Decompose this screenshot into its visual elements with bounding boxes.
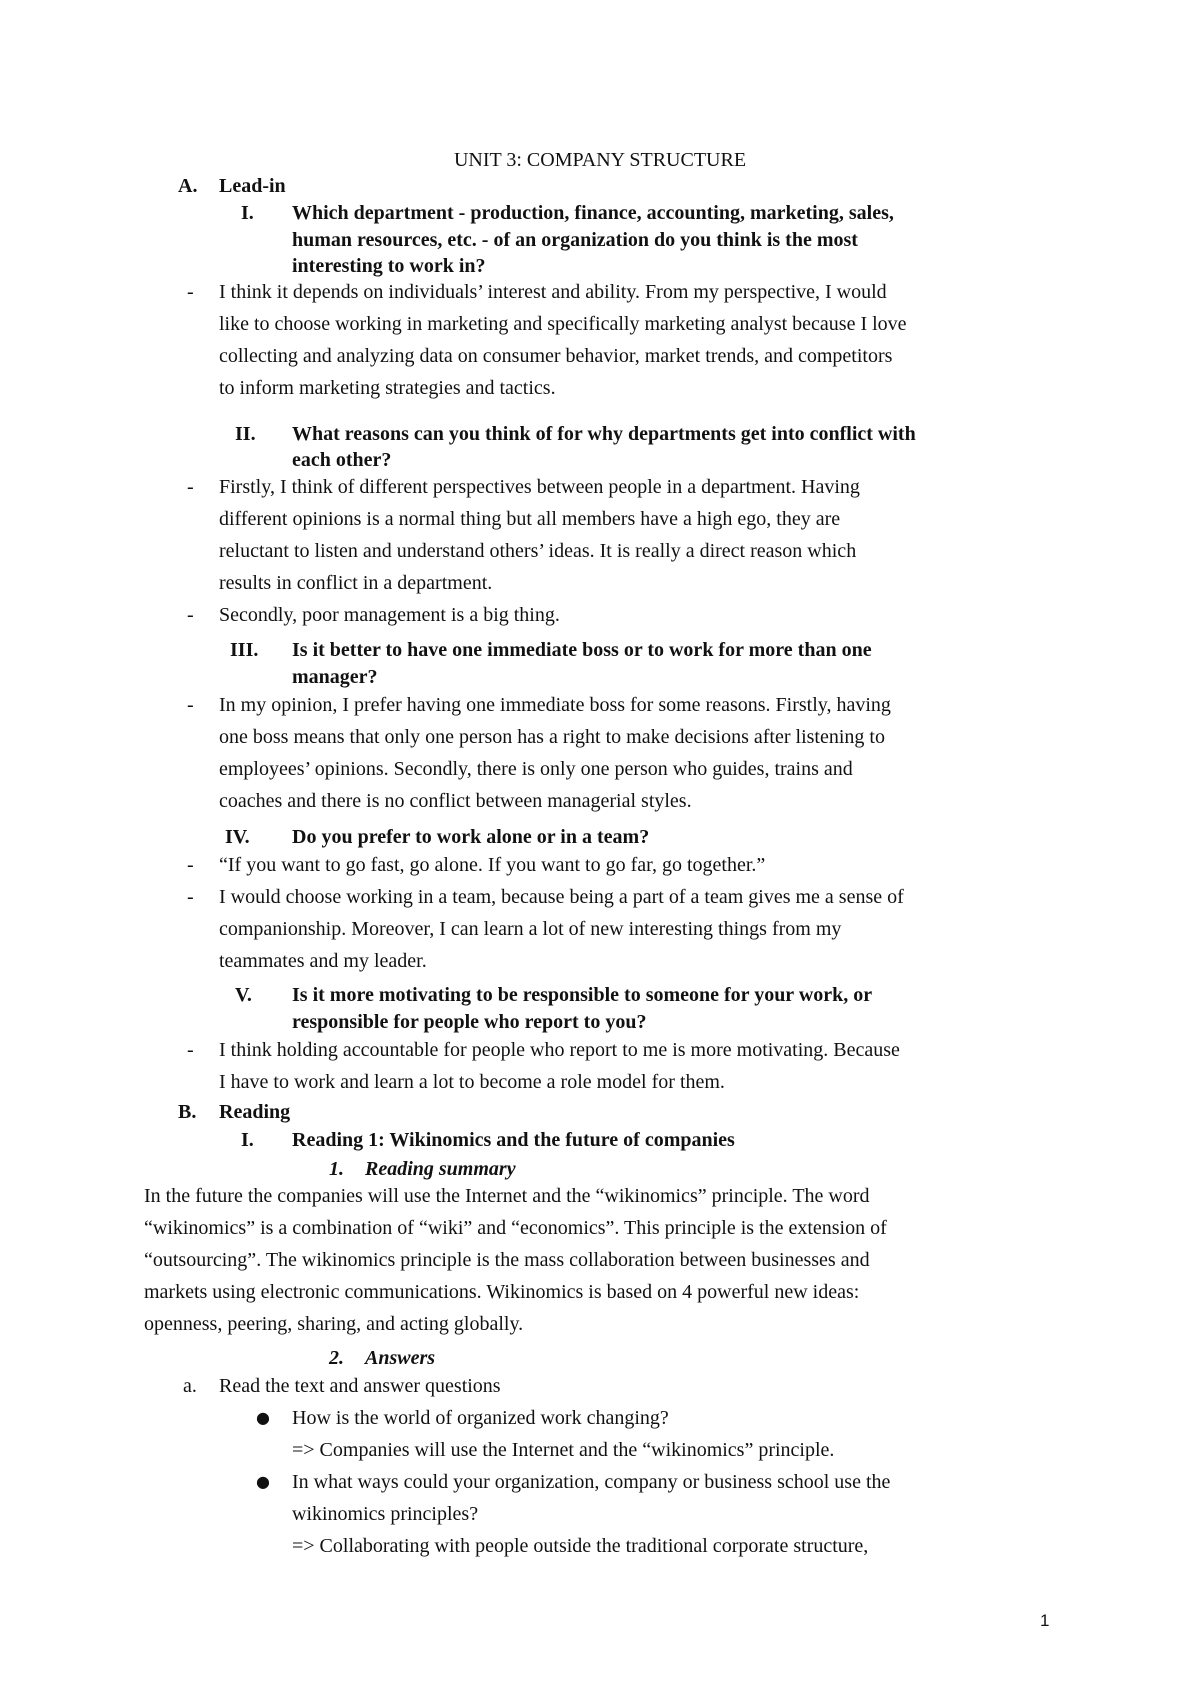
answer-4b-line-2: companionship. Moreover, I can learn a lot of new interesting things from my — [219, 918, 842, 940]
section-a-marker: A. — [178, 175, 198, 197]
answer-3-line-3: employees’ opinions. Secondly, there is only one person who guides, trains and — [219, 758, 853, 780]
subheading-2-number: 2. — [329, 1347, 344, 1369]
answer-5-line-2: I have to work and learn a lot to become a role model for them. — [219, 1071, 725, 1093]
answer-2a-line-2: different opinions is a normal thing but all members have a high ego, they are — [219, 508, 841, 530]
answer-5-line-1: I think holding accountable for people who report to me is more motivating. Because — [219, 1039, 900, 1061]
bullet-1-answer: => Companies will use the Internet and the “wikinomics” principle. — [292, 1439, 835, 1461]
answer-2b-dash: - — [187, 604, 194, 626]
summary-line-2: “wikinomics” is a combination of “wiki” and “economics”. This principle is the extension of — [144, 1217, 887, 1239]
answer-3-line-1: In my opinion, I prefer having one immediate boss for some reasons. Firstly, having — [219, 694, 891, 716]
answer-2a-line-4: results in conflict in a department. — [219, 572, 493, 594]
answer-1-line-1: I think it depends on individuals’ interest and ability. From my perspective, I would — [219, 281, 887, 303]
question-2-line-2: each other? — [292, 449, 392, 471]
section-b-marker: B. — [178, 1101, 197, 1123]
answer-4b-dash: - — [187, 886, 194, 908]
question-5-line-1: Is it more motivating to be responsible to someone for your work, or — [292, 984, 873, 1006]
answer-1-line-3: collecting and analyzing data on consumer behavior, market trends, and competitors — [219, 345, 893, 367]
question-5-number: V. — [235, 984, 252, 1006]
page-title: UNIT 3: COMPANY STRUCTURE — [453, 149, 747, 171]
bullet-2-question-line-2: wikinomics principles? — [292, 1503, 479, 1525]
answer-4a-dash: - — [187, 854, 194, 876]
bullet-1-question: How is the world of organized work changing? — [292, 1407, 669, 1429]
question-2-number: II. — [235, 423, 256, 445]
answer-2a-dash: - — [187, 476, 194, 498]
summary-line-3: “outsourcing”. The wikinomics principle is the mass collaboration between businesses and — [144, 1249, 870, 1271]
reading-1-number: I. — [241, 1129, 254, 1151]
answer-2b-line-1: Secondly, poor management is a big thing. — [219, 604, 560, 626]
bullet-2-question-line-1: In what ways could your organization, company or business school use the — [292, 1471, 891, 1493]
question-4-number: IV. — [225, 826, 250, 848]
bullet-2-icon: ● — [256, 1472, 270, 1491]
question-1-line-2: human resources, etc. - of an organization do you think is the most — [292, 229, 858, 251]
answer-5-dash: - — [187, 1039, 194, 1061]
summary-line-1: In the future the companies will use the Internet and the “wikinomics” principle. The word — [144, 1185, 870, 1207]
answer-3-dash: - — [187, 694, 194, 716]
summary-line-5: openness, peering, sharing, and acting globally. — [144, 1313, 524, 1335]
question-4-line-1: Do you prefer to work alone or in a team? — [292, 826, 650, 848]
question-1-line-1: Which department - production, finance, accounting, marketing, sales, — [292, 202, 894, 224]
answer-2a-line-3: reluctant to listen and understand others’ ideas. It is really a direct reason which — [219, 540, 857, 562]
answer-4b-line-3: teammates and my leader. — [219, 950, 427, 972]
question-5-line-2: responsible for people who report to you? — [292, 1011, 647, 1033]
reading-1-title: Reading 1: Wikinomics and the future of companies — [292, 1129, 735, 1151]
answer-1-dash: - — [187, 281, 194, 303]
exercise-a-marker: a. — [183, 1375, 197, 1397]
answer-3-line-2: one boss means that only one person has a right to make decisions after listening to — [219, 726, 885, 748]
answer-2a-line-1: Firstly, I think of different perspectives between people in a department. Having — [219, 476, 860, 498]
section-b-heading: Reading — [219, 1101, 291, 1123]
page-number: 1 — [1040, 1611, 1050, 1630]
summary-line-4: markets using electronic communications. Wikinomics is based on 4 powerful new ideas: — [144, 1281, 860, 1303]
answer-1-line-2: like to choose working in marketing and specifically marketing analyst because I love — [219, 313, 907, 335]
answer-1-line-4: to inform marketing strategies and tactics. — [219, 377, 556, 399]
subheading-reading-summary: Reading summary — [365, 1158, 516, 1180]
answer-3-line-4: coaches and there is no conflict between managerial styles. — [219, 790, 692, 812]
question-2-line-1: What reasons can you think of for why departments get into conflict with — [292, 423, 916, 445]
bullet-2-answer: => Collaborating with people outside the traditional corporate structure, — [292, 1535, 869, 1557]
bullet-1-icon: ● — [256, 1408, 270, 1427]
answer-4b-line-1: I would choose working in a team, because being a part of a team gives me a sense of — [219, 886, 904, 908]
question-3-number: III. — [230, 639, 259, 661]
exercise-a-instruction: Read the text and answer questions — [219, 1375, 501, 1397]
answer-4a-line-1: “If you want to go fast, go alone. If you want to go far, go together.” — [219, 854, 766, 876]
subheading-1-number: 1. — [329, 1158, 344, 1180]
question-1-line-3: interesting to work in? — [292, 255, 486, 277]
subheading-answers: Answers — [365, 1347, 436, 1369]
section-a-heading: Lead-in — [219, 175, 286, 197]
question-3-line-2: manager? — [292, 666, 378, 688]
question-1-number: I. — [241, 202, 254, 224]
question-3-line-1: Is it better to have one immediate boss or to work for more than one — [292, 639, 872, 661]
